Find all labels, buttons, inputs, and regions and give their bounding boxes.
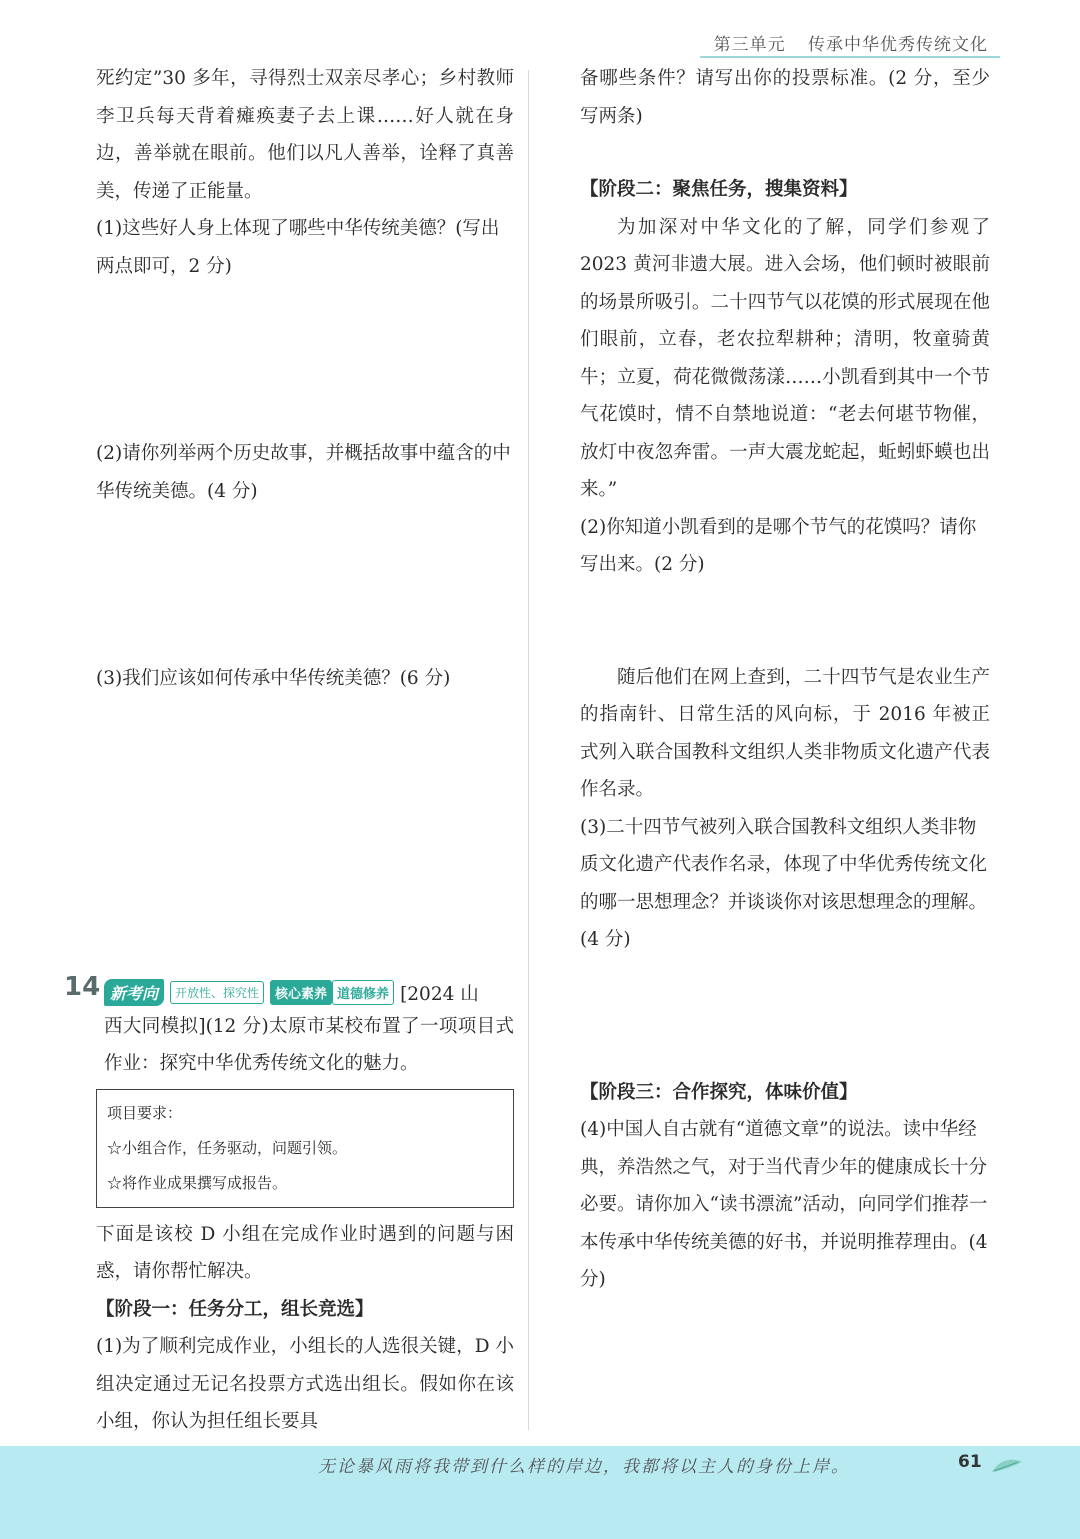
unit-title: 传承中华优秀传统文化 bbox=[808, 35, 988, 55]
tag-new-sub: 开放性、探究性 bbox=[170, 981, 264, 1004]
question-1: (1)这些好人身上体现了哪些中华传统美德？(写出两点即可，2 分) bbox=[96, 218, 500, 277]
stage1-question-1-cont: 备哪些条件？请写出你的投票标准。(2 分，至少写两条) bbox=[580, 68, 990, 127]
header-rule bbox=[700, 56, 1000, 58]
answer-space-s1q1[interactable] bbox=[580, 135, 990, 171]
question-number-14: 14 bbox=[64, 972, 101, 1002]
tag-core-sub: 道德修养 bbox=[332, 980, 394, 1005]
intro-paragraph: 死约定”30 多年，寻得烈士双亲尽孝心；乡村教师李卫兵每天背着瘫痪妻子去上课……好人就在身边，善举就在眼前。他们以凡人善举，诠释了真善美，传递了正能量。 bbox=[96, 68, 514, 202]
stage2-paragraph-1: 为加深对中华文化的了解，同学们参观了 2023 黄河非遗大展。进入会场，他们顿时被眼前的场景所吸引。二十四节气以花馍的形式展现在他们眼前，立春，老农拉犁耕种；清明，牧童骑黄牛；立夏，荷花微微荡漾……小凯看到其中一个节气花馍时，情不自禁地说道：“老去何堪节物催，放灯中夜忽奔雷。一声大震龙蛇起，蚯蚓虾蟆也出来。” bbox=[580, 216, 990, 500]
unit-label: 第三单元 bbox=[713, 35, 786, 55]
column-divider bbox=[528, 70, 529, 1430]
req-item: ☆将作业成果撰写成报告。 bbox=[107, 1173, 288, 1192]
tag-new-direction: 新考向 bbox=[104, 979, 164, 1006]
q14-text: 西大同模拟](12 分)太原市某校布置了一项项目式作业：探究中华优秀传统文化的魅力。 bbox=[104, 1015, 514, 1074]
req-item: ☆小组合作，任务驱动，问题引领。 bbox=[107, 1138, 348, 1157]
answer-space-1[interactable] bbox=[96, 285, 514, 435]
page-header bbox=[698, 30, 988, 55]
project-requirements-box bbox=[96, 1089, 514, 1208]
stage-1-heading: 【阶段一：任务分工，组长竞选】 bbox=[96, 1298, 374, 1320]
stage2-question-2: (2)你知道小凯看到的是哪个节气的花馍吗？请你写出来。(2 分) bbox=[580, 516, 977, 575]
answer-space-s2q3[interactable] bbox=[580, 959, 990, 1074]
question-2: (2)请你列举两个历史故事，并概括故事中蕴含的中华传统美德。(4 分) bbox=[96, 443, 511, 502]
page-number: 61 bbox=[958, 1452, 982, 1472]
question-3: (3)我们应该如何传承中华传统美德？(6 分) bbox=[96, 668, 451, 689]
after-box-text: 下面是该校 D 小组在完成作业时遇到的问题与困惑，请你帮忙解决。 bbox=[96, 1223, 514, 1282]
stage-3-heading: 【阶段三：合作探究，体味价值】 bbox=[580, 1081, 858, 1103]
q14-source: [2024 山 bbox=[400, 983, 479, 1005]
leaf-icon bbox=[990, 1456, 1024, 1476]
stage-2-heading: 【阶段二：聚焦任务，搜集资料】 bbox=[580, 179, 858, 200]
stage3-question-4: (4)中国人自古就有“道德文章”的说法。读中华经典，养浩然之气，对于当代青少年的健康成长十分必要。请你加入“读书漂流”活动，向同学们推荐一本传承中华传统美德的好书，并说明推荐理由。(4 分) bbox=[580, 1119, 988, 1290]
tag-core-literacy: 核心素养 bbox=[270, 980, 332, 1005]
stage2-paragraph-2: 随后他们在网上查到，二十四节气是农业生产的指南针、日常生活的风向标，于 2016 年被正式列入联合国教科文组织人类非物质文化遗产代表作名录。 bbox=[580, 666, 990, 800]
answer-space-3[interactable] bbox=[96, 698, 514, 968]
answer-space-s2q2[interactable] bbox=[580, 584, 990, 659]
footer-motto: 无论暴风雨将我带到什么样的岸边，我都将以主人的身份上岸。 bbox=[318, 1457, 850, 1477]
req-title: 项目要求： bbox=[107, 1103, 183, 1122]
stage1-question-1: (1)为了顺利完成作业，小组长的人选很关键，D 小组决定通过无记名投票方式选出组长。假如你在该小组，你认为担任组长要具 bbox=[96, 1336, 514, 1432]
answer-space-2[interactable] bbox=[96, 510, 514, 660]
left-column bbox=[96, 60, 514, 1441]
right-column bbox=[580, 60, 990, 1299]
q14-tags bbox=[104, 979, 479, 1006]
stage2-question-3: (3)二十四节气被列入联合国教科文组织人类非物质文化遗产代表作名录，体现了中华优秀传统文化的哪一思想理念？并谈谈你对该思想理念的理解。(4 分) bbox=[580, 816, 988, 950]
